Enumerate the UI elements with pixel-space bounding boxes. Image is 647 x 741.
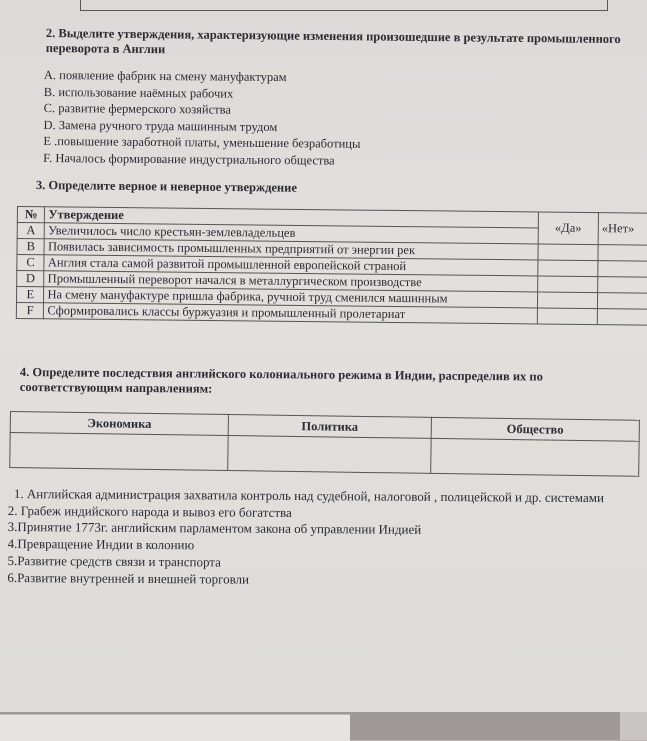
answer-yes-cell[interactable] <box>538 244 598 261</box>
row-id: F <box>16 302 44 318</box>
header-yes: «Да» <box>538 212 598 245</box>
politics-answer-cell[interactable] <box>228 436 431 474</box>
answer-no-cell[interactable] <box>597 293 647 310</box>
paper-edge <box>0 714 350 741</box>
desk-corner <box>620 712 647 740</box>
question-2-title: 2. Выделите утверждения, характеризующие изменения произошедшие в результате промышленного переворота в Англии <box>45 26 621 57</box>
consequence-list <box>7 486 633 591</box>
list-item: 3.Принятие 1773г. английским парламентом закона об управлении Индией <box>7 519 422 538</box>
row-id: D <box>17 271 45 287</box>
option-f: F. Началось формирование индустриального общества <box>43 150 335 168</box>
question-2-options <box>43 67 361 169</box>
previous-table-bottom <box>80 0 608 11</box>
option-b: B. использование наёмных рабочих <box>43 84 234 101</box>
answer-yes-cell[interactable] <box>538 276 598 293</box>
column-economy: Экономика <box>10 412 229 436</box>
option-e: E .повышение заработной платы, уменьшение безработицы <box>43 134 361 152</box>
header-statement: Утверждение <box>45 207 539 228</box>
row-id: A <box>17 223 45 239</box>
answer-no-cell[interactable] <box>597 309 647 326</box>
header-no: «Нет» <box>598 213 647 246</box>
list-item: 5.Развитие средств связи и транспорта <box>7 552 221 570</box>
column-society: Общество <box>431 417 640 441</box>
answer-no-cell[interactable] <box>598 277 647 294</box>
economy-answer-cell[interactable] <box>10 433 229 471</box>
list-item: 6.Развитие внутренней и внешней торговли <box>7 569 250 587</box>
row-statement: Англия стала самой развитой промышленной европейской страной <box>44 255 538 276</box>
list-item: 2. Грабеж индийского народа и вывоз его богатства <box>7 502 292 520</box>
society-answer-cell[interactable] <box>430 438 639 476</box>
row-statement: Увеличилось число крестьян-землевладельцев <box>45 223 539 244</box>
column-politics: Политика <box>228 415 431 439</box>
row-id: C <box>17 255 45 271</box>
table-row <box>10 433 639 477</box>
true-false-table <box>16 206 647 326</box>
colonial-consequences-table <box>9 411 640 477</box>
row-statement: Появилась зависимость промышленных предприятий от энергии рек <box>44 239 538 260</box>
answer-yes-cell[interactable] <box>537 292 597 309</box>
answer-no-cell[interactable] <box>598 261 647 278</box>
row-id: E <box>16 287 44 303</box>
option-c: C. развитие фермерского хозяйства <box>43 101 231 117</box>
question-4-title: 4. Определите последствия английского колониального режима в Индии, распределив их по соответствующим направлениям: <box>19 365 543 396</box>
row-statement: Сформировались классы буржуазия и промышленный пролетариат <box>44 303 538 324</box>
header-num: № <box>17 207 45 223</box>
question-3-title: 3. Определите верное и неверное утверждение <box>35 178 298 195</box>
row-statement: На смену мануфактуре пришла фабрика, ручной труд сменился машинным <box>44 287 538 308</box>
answer-yes-cell[interactable] <box>537 308 597 325</box>
list-item: 1. Английская администрация захватила контроль над судебной, налоговой , полицейской и др. системами <box>13 486 604 506</box>
answer-yes-cell[interactable] <box>538 260 598 277</box>
option-a: A. появление фабрик на смену мануфактурам <box>43 67 287 85</box>
row-statement: Промышленный переворот начался в металлургическом производстве <box>44 271 538 292</box>
list-item: 4.Превращение Индии в колонию <box>7 536 195 553</box>
answer-no-cell[interactable] <box>598 245 647 262</box>
option-d: D. Замена ручного труда машинным трудом <box>43 117 278 134</box>
row-id: B <box>17 239 45 255</box>
